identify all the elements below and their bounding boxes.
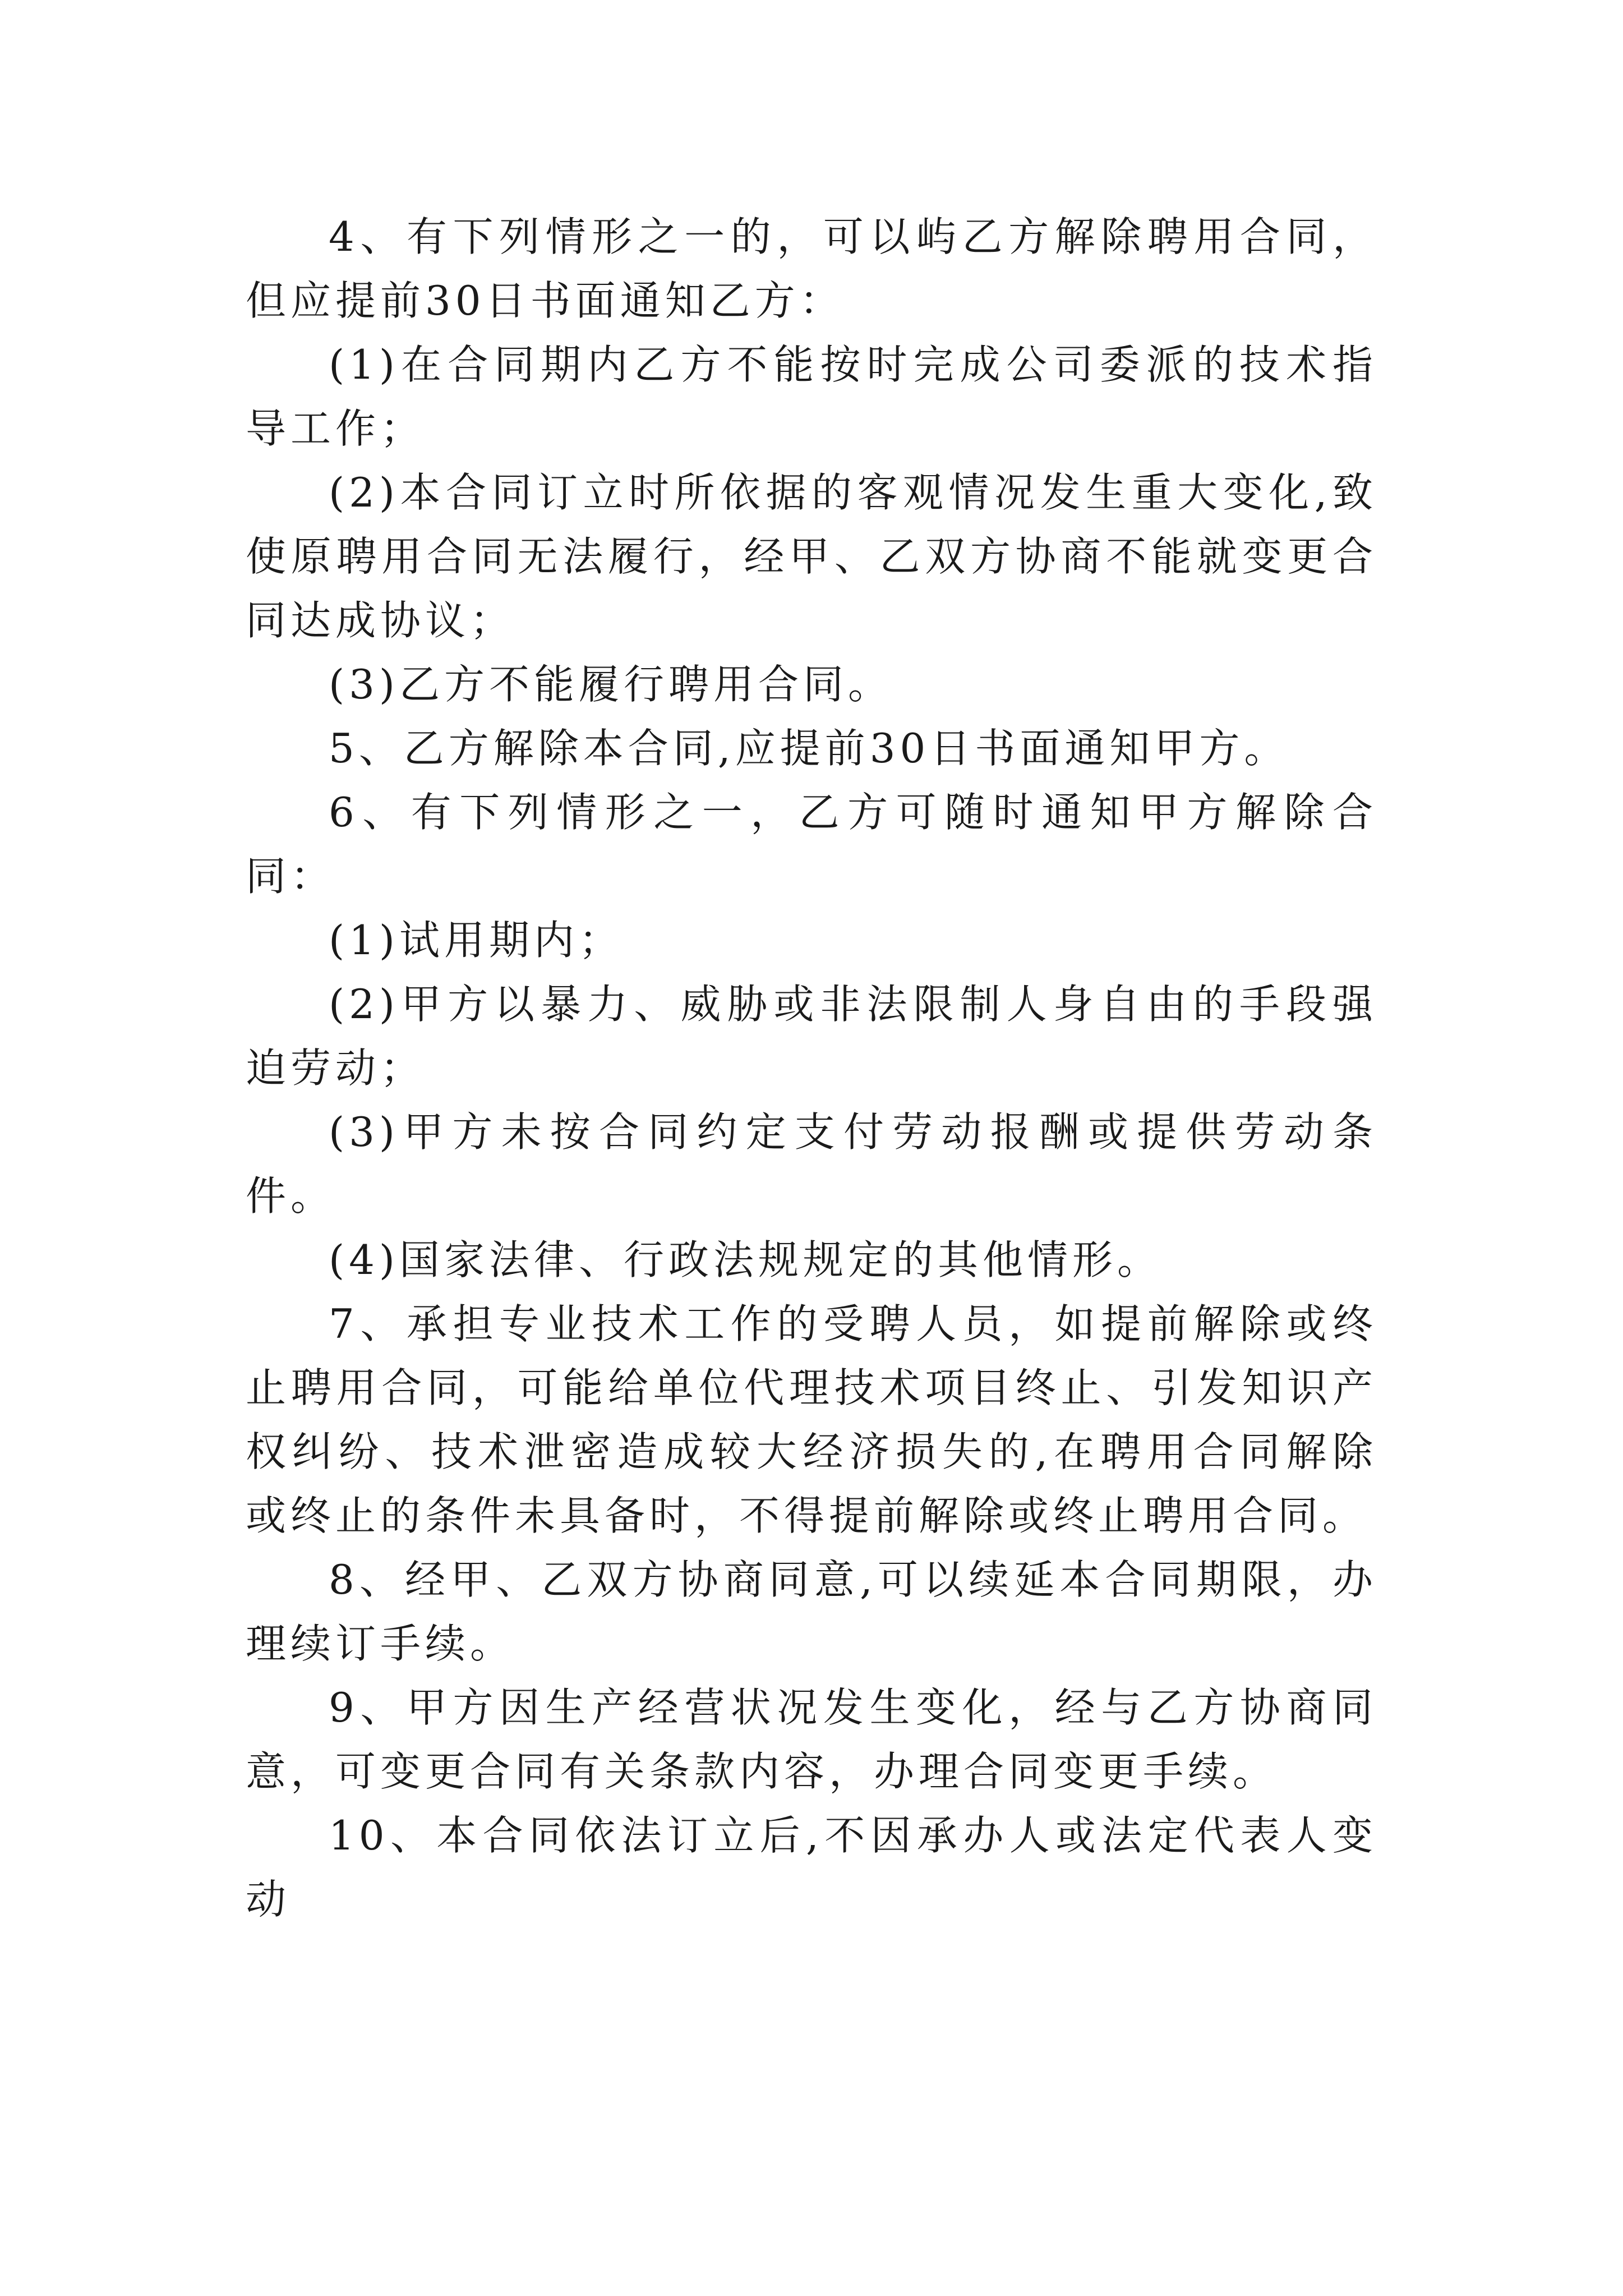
paragraph-clause-7: 7、承担专业技术工作的受聘人员，如提前解除或终止聘用合同，可能给单位代理技术项目终止、引发知识产权纠纷、技术泄密造成较大经济损失的,在聘用合同解除或终止的条件未具备时，不得提前解除或终止聘用合同。 [246, 1300, 1377, 1539]
paragraph-clause-4: 4、有下列情形之一的，可以屿乙方解除聘用合同，但应提前30日书面通知乙方： [246, 213, 1377, 324]
paragraph-clause-10: 10、本合同依法订立后,不因承办人或法定代表人变动 [246, 1812, 1377, 1923]
paragraph-clause-6-item-2: (2)甲方以暴力、威胁或非法限制人身自由的手段强迫劳动； [246, 981, 1377, 1092]
paragraph-clause-9: 9、甲方因生产经营状况发生变化，经与乙方协商同意，可变更合同有关条款内容，办理合同变更手续。 [246, 1684, 1377, 1795]
paragraph-clause-6-item-3: (3)甲方未按合同约定支付劳动报酬或提供劳动条件。 [246, 1108, 1377, 1220]
paragraph-clause-6-item-4: (4)国家法律、行政法规规定的其他情形。 [329, 1236, 1162, 1283]
paragraph-clause-6-item-1: (1)试用期内； [329, 917, 624, 964]
paragraph-clause-4-item-2: (2)本合同订立时所依据的客观情况发生重大变化,致使原聘用合同无法履行，经甲、乙双方协商不能就变更合同达成协议； [246, 469, 1377, 644]
paragraph-clause-4-item-3: (3)乙方不能履行聘用合同。 [329, 661, 893, 708]
paragraph-clause-8: 8、经甲、乙双方协商同意,可以续延本合同期限，办理续订手续。 [246, 1556, 1377, 1667]
paragraph-clause-4-item-1: (1)在合同期内乙方不能按时完成公司委派的技术指导工作； [246, 341, 1377, 452]
document-body [246, 205, 1377, 1931]
paragraph-clause-6: 6、有下列情形之一，乙方可随时通知甲方解除合同： [246, 789, 1377, 900]
paragraph-clause-5: 5、乙方解除本合同,应提前30日书面通知甲方。 [329, 725, 1289, 772]
